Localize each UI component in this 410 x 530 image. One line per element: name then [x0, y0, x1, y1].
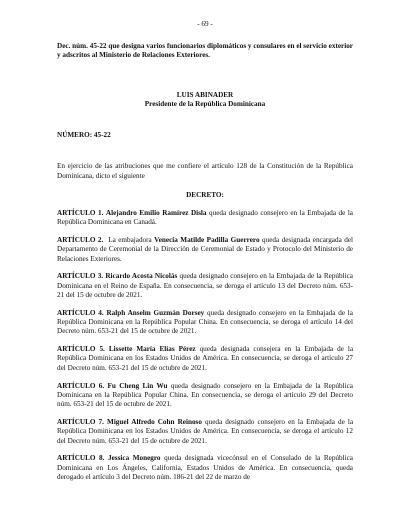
article-text: queda designado consejero en la Embajada de la República Dominicana en la República Popular China. En consecuencia, se deroga el artículo 14 del Decreto núm. 653-21 del 15 de octubre de 2021.: [57, 308, 353, 336]
article-8: [57, 454, 353, 482]
intro-paragraph: En ejercicio de las atribuciones que me confiere el artículo 128 de la Constitución de la República Dominicana, dicto el siguiente: [57, 162, 353, 180]
article-label: ARTÍCULO 6.: [57, 381, 105, 390]
decree-heading: DECRETO:: [186, 191, 224, 200]
article-text: queda designado consejero en la Embajada de la República Dominicana en la República Popular China. En consecuencia, se deroga el artículo 29 del Decreto núm. 653-21 del 15 de octubre de 2021.: [57, 381, 353, 409]
article-label: ARTÍCULO 3.: [57, 272, 104, 281]
article-4: [57, 309, 353, 337]
decree-number: NÚMERO: 45-22: [57, 131, 111, 140]
signatory-position: Presidente de la República Dominicana: [144, 99, 266, 108]
article-person-name: Ralph Anselm Guzmán Dorsey: [106, 308, 205, 317]
article-text: queda designada vicecónsul en el Consulado de la República Dominicana en Los Ángeles, California, Estados Unidos de América. En consecuencia, queda derogado el artículo 3 del Decreto núm. 186-21 del 22 de marzo de: [57, 454, 353, 481]
article-label: ARTÍCULO 8.: [57, 454, 105, 463]
article-label: ARTÍCULO 1.: [57, 208, 104, 217]
document-title: Dec. núm. 45-22 que designa varios funcionarios diplomáticos y consulares en el servicio exterior y adscritos al Ministerio de Relaciones Exteriores.: [57, 42, 353, 60]
page-number: - 69 -: [197, 20, 213, 28]
article-person-name: Ricardo Acosta Nicolás: [105, 272, 178, 281]
article-6: [57, 382, 353, 410]
article-7: [57, 418, 353, 446]
article-text: queda designado consejero en la Embajada de la República Dominicana en Canadá.: [57, 208, 354, 227]
article-label: ARTÍCULO 5.: [57, 345, 105, 354]
article-person-name: Miguel Alfredo Cohn Reinoso: [107, 417, 202, 426]
article-text: queda designada consejera en la Embajada de la República Dominicana en los Estados Unidos de América. En consecuencia, se deroga el artículo 27 del Decreto núm. 653-21 del 15 de octubre de 2021.: [57, 345, 354, 372]
article-1: [57, 209, 353, 228]
document-body: [57, 42, 353, 482]
article-5: [57, 345, 353, 373]
article-2: [57, 236, 353, 264]
article-label: ARTÍCULO 2.: [57, 235, 104, 244]
article-text: queda designada encargada del Departamento de Ceremonial de la Dirección de Ceremonial de Estado y Protocolo del Ministerio de Relaciones Exteriores.: [57, 235, 353, 263]
article-person-name: Jessica Monegro: [108, 454, 161, 463]
signatory-name: LUIS ABINADER: [176, 90, 234, 99]
article-3: [57, 272, 353, 300]
article-person-name: Lissette María Elías Pérez: [108, 345, 196, 354]
article-person-name: Alejandro Emilio Ramírez Disla: [105, 208, 207, 217]
article-person-name: Venecia Matilde Padilla Guerrero: [154, 235, 260, 244]
article-label: ARTÍCULO 4.: [57, 308, 104, 317]
article-person-name: Fu Cheng Lin Wu: [107, 381, 168, 390]
article-lead: La embajadora: [108, 235, 152, 244]
article-text: queda designado consejero en la Embajada de la República Dominicana en el Reino de España. En consecuencia, se deroga el artículo 13 del Decreto núm. 653-21 del 15 de octubre de 2021.: [57, 272, 353, 299]
article-label: ARTÍCULO 7.: [57, 417, 104, 426]
signatory-block: [57, 91, 353, 110]
article-text: queda designado consejero en la Embajada de la República Dominicana en los Estados Unidos de América. En consecuencia, se deroga el artículo 12 del Decreto núm. 653-21 del 15 de octubre de 2021.: [57, 417, 354, 445]
